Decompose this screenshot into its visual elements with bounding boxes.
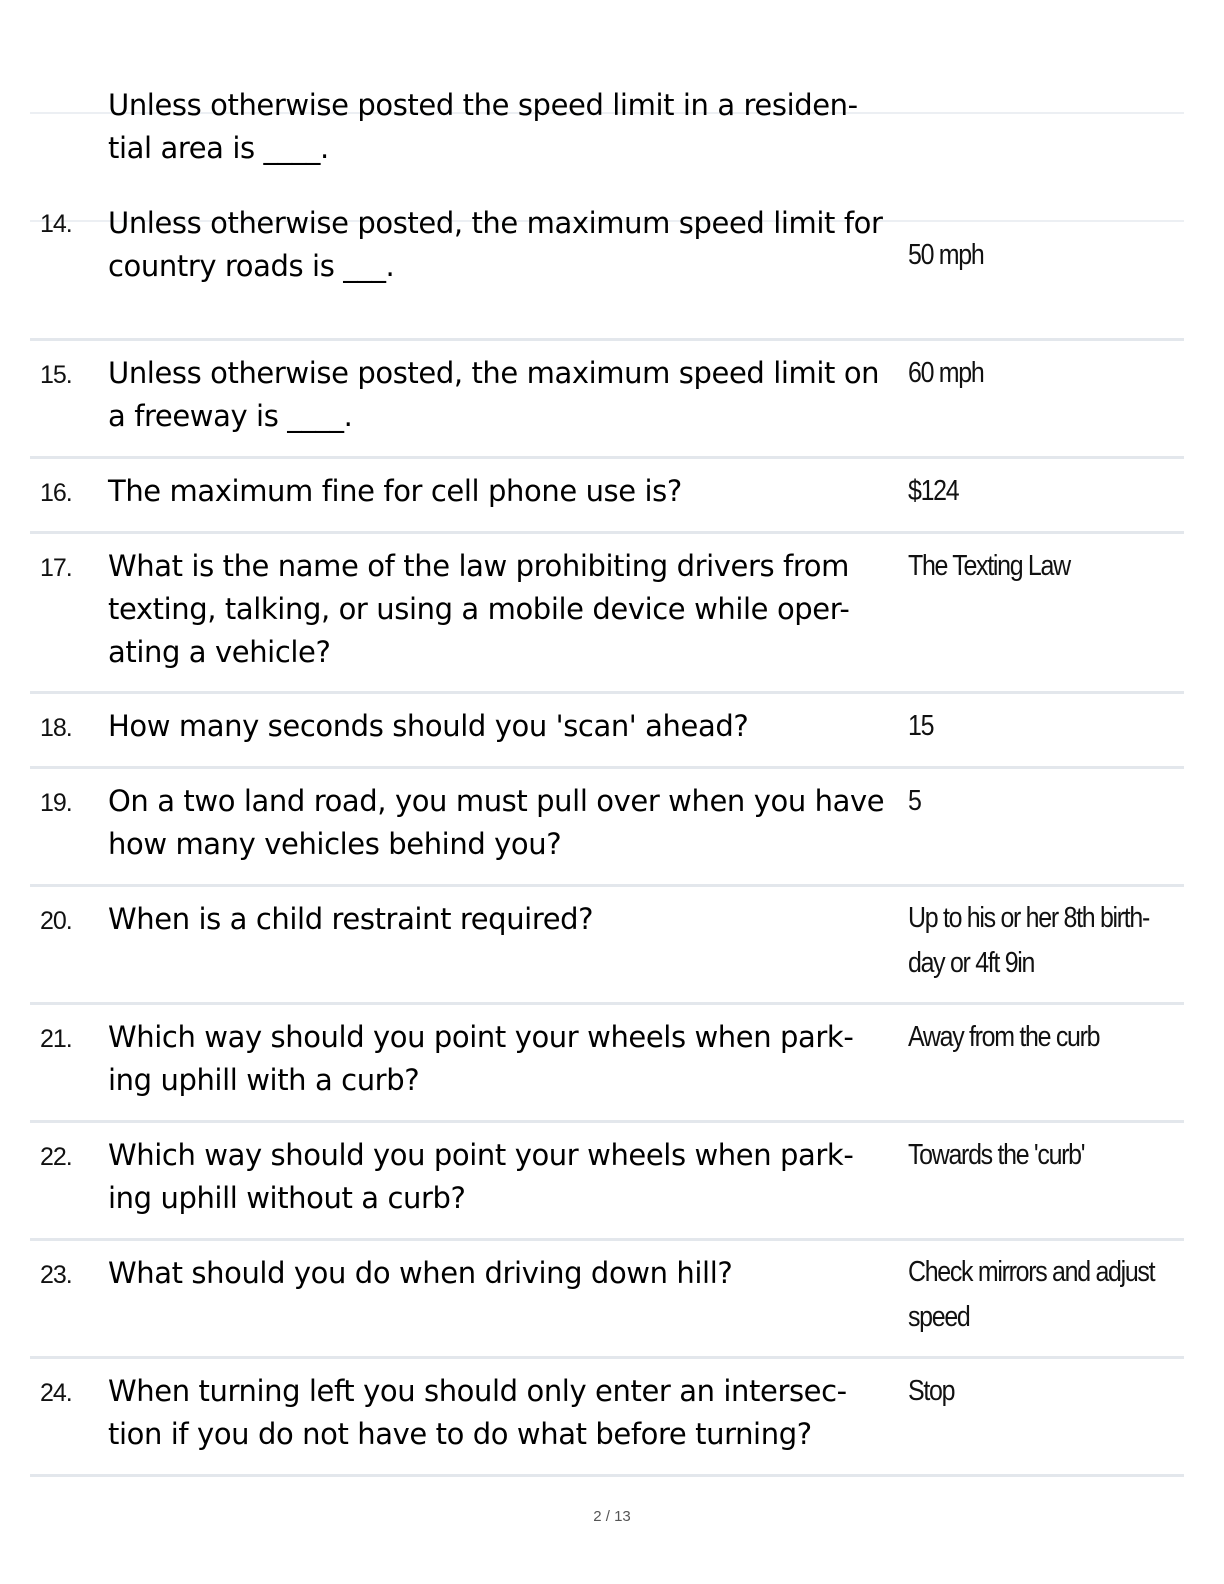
card-term: What should you do when driving down hill? xyxy=(108,1256,733,1290)
card-term: The maximum fine for cell phone use is? xyxy=(108,474,682,508)
card-number: 15. xyxy=(40,361,72,389)
card-row xyxy=(30,341,1184,459)
card-definition: Stop xyxy=(908,1375,955,1407)
card-row xyxy=(30,769,1184,887)
card-definition: Towards the 'curb' xyxy=(908,1139,1085,1171)
card-term: Which way should you point your wheels when park- ing uphill with a curb? xyxy=(108,1020,854,1097)
card-definition: Check mirrors and adjust speed xyxy=(908,1256,1155,1333)
card-number: 19. xyxy=(40,789,72,817)
card-term: Unless otherwise posted the speed limit in a residen- tial area is ____. xyxy=(108,88,858,165)
card-term: What is the name of the law prohibiting drivers from texting, talking, or using a mobile device while oper- ating a vehicle? xyxy=(108,549,850,669)
card-term: Which way should you point your wheels when park- ing uphill without a curb? xyxy=(108,1138,854,1215)
card-definition: Away from the curb xyxy=(908,1021,1100,1053)
card-definition: 5 xyxy=(908,785,921,817)
card-number: 22. xyxy=(40,1143,72,1171)
card-row xyxy=(30,190,1184,341)
card-definition: $124 xyxy=(908,475,959,507)
card-term: On a two land road, you must pull over when you have how many vehicles behind you? xyxy=(108,784,885,861)
card-number: 24. xyxy=(40,1379,72,1407)
card-number: 20. xyxy=(40,907,72,935)
card-definition: 50 mph xyxy=(908,239,984,271)
card-term: When turning left you should only enter an intersec- tion if you do not have to do what before turning? xyxy=(108,1374,847,1451)
card-row xyxy=(30,534,1184,694)
card-definition: 60 mph xyxy=(908,357,984,389)
card-definition: 15 xyxy=(908,710,934,742)
card-row xyxy=(30,459,1184,534)
card-term: Unless otherwise posted, the maximum speed limit for country roads is ___. xyxy=(108,206,883,283)
card-term: When is a child restraint required? xyxy=(108,902,594,936)
card-row xyxy=(30,887,1184,1005)
card-definition: Up to his or her 8th birth- day or 4ft 9in xyxy=(908,902,1150,979)
card-number: 17. xyxy=(40,554,72,582)
card-row xyxy=(30,0,1184,176)
card-number: 23. xyxy=(40,1261,72,1289)
card-row xyxy=(30,694,1184,769)
card-row xyxy=(30,1123,1184,1241)
card-number: 18. xyxy=(40,714,72,742)
page-indicator: 2 / 13 xyxy=(593,1508,631,1525)
card-row xyxy=(30,1005,1184,1123)
card-number: 14. xyxy=(40,210,72,238)
card-term: Unless otherwise posted, the maximum speed limit on a freeway is ____. xyxy=(108,356,880,433)
card-number: 21. xyxy=(40,1025,72,1053)
card-row xyxy=(30,1241,1184,1359)
card-term: How many seconds should you 'scan' ahead? xyxy=(108,709,749,743)
card-row xyxy=(30,1359,1184,1477)
card-definition: The Texting Law xyxy=(908,550,1070,582)
card-number: 16. xyxy=(40,479,72,507)
